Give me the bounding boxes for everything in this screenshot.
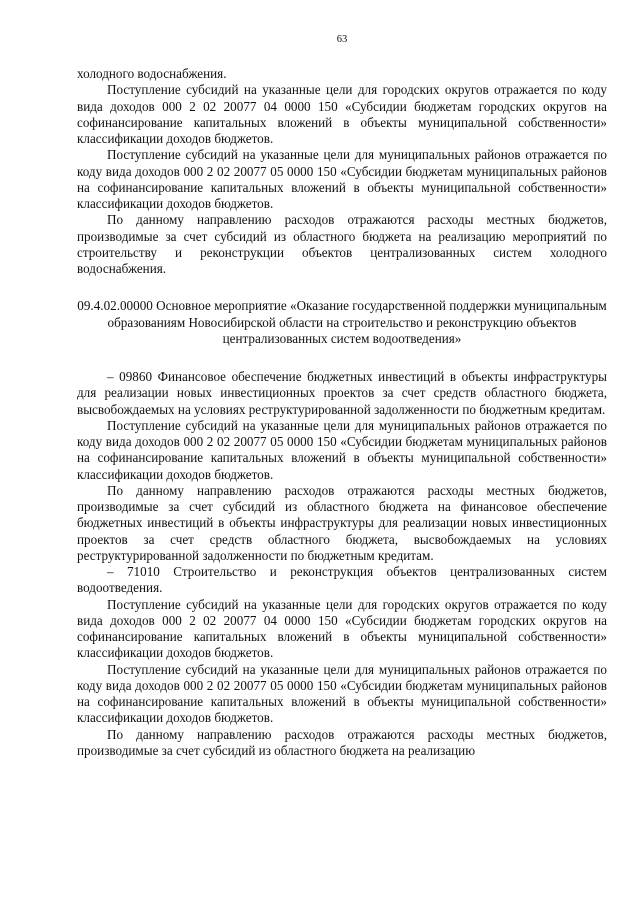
paragraph-item-71010: – 71010 Строительство и реконструкция объектов централизованных систем водоотведения. <box>77 564 607 596</box>
paragraph-local-budgets-expenses: По данному направлению расходов отражаются расходы местных бюджетов, производимые за счет субсидий из областного бюджета на реализацию <box>77 726 607 758</box>
paragraph-municipal-districts-subsidy: Поступление субсидий на указанные цели для муниципальных районов отражается по коду вида доходов 000 2 02 20077 05 0000 150 «Субсидии бюджетам муниципальных районов на софинансирование капитальных вложений в объекты муниципальной собственности» классификации доходов бюджетов. <box>77 661 607 726</box>
paragraph-city-districts-subsidy: Поступление субсидий на указанные цели для городских округов отражается по коду вида доходов 000 2 02 20077 04 0000 150 «Субсидии бюджетам городских округов на софинансирование капитальных вложений в объекты муниципальной собственности» классификации доходов бюджетов. <box>77 596 607 661</box>
paragraph-item-09860: – 09860 Финансовое обеспечение бюджетных инвестиций в объекты инфраструктуры для реализации новых инвестиционных проектов за счет средств областного бюджета, высвобождаемых на условиях реструктурированной задолженности по бюджетным кредитам. <box>77 369 607 417</box>
paragraph-local-budgets-expenses: По данному направлению расходов отражаются расходы местных бюджетов, производимые за счет субсидий из областного бюджета на финансовое обеспечение бюджетных инвестиций в объекты инфраструктуры для реализации новых инвестиционных проектов за счет средств областного бюджета, высвобождаемых на условиях реструктурированной задолженности по бюджетным кредитам. <box>77 482 607 563</box>
paragraph-city-districts-subsidy: Поступление субсидий на указанные цели для городских округов отражается по коду вида доходов 000 2 02 20077 04 0000 150 «Субсидии бюджетам городских округов на софинансирование капитальных вложений в объекты муниципальной собственности» классификации доходов бюджетов. <box>77 82 607 146</box>
paragraph-municipal-districts-subsidy: Поступление субсидий на указанные цели для муниципальных районов отражается по коду вида доходов 000 2 02 20077 05 0000 150 «Субсидии бюджетам муниципальных районов на софинансирование капитальных вложений в объекты муниципальной собственности» классификации доходов бюджетов. <box>77 147 607 211</box>
paragraph-municipal-districts-subsidy: Поступление субсидий на указанные цели для муниципальных районов отражается по коду вида доходов 000 2 02 20077 05 0000 150 «Субсидии бюджетам муниципальных районов на софинансирование капитальных вложений в объекты муниципальной собственности» классификации доходов бюджетов. <box>77 417 607 482</box>
paragraph-continuation: холодного водоснабжения. <box>77 66 227 81</box>
page-number: 63 <box>336 34 348 45</box>
section-heading: 09.4.02.00000 Основное мероприятие «Оказание государственной поддержки муниципальным образованиям Новосибирской области на строительство и реконструкцию объектов централизованных систем водоотведения» <box>77 298 607 346</box>
paragraph-local-budgets-expenses: По данному направлению расходов отражаются расходы местных бюджетов, производимые за счет субсидий из областного бюджета на реализацию мероприятий по строительству и реконструкции объектов централизованных систем холодного водоснабжения. <box>77 212 607 276</box>
